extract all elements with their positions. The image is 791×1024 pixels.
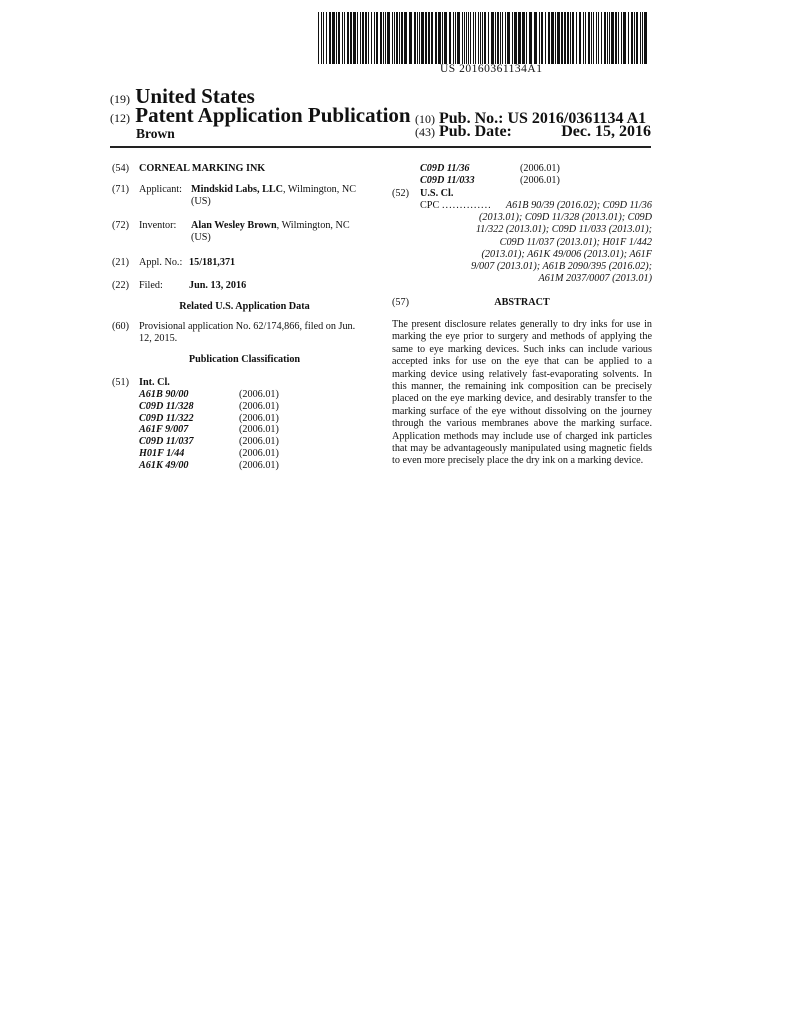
us-cl-field: (52) U.S. Cl. CPC .............. A61B 90/39 (2016.02); C09D 11/36 (2013.01); C09D 11/328 (2013.01); C09D 11/322 (2013.01); C09D 11/033 (2013.01); C09D 11/037 (2013.01); H01F 1/442 (2013.01); A61K 49/006 (2013.01); A61F 9/007 (2013.01); A61B 2090/395 (2016.02); A61M 2037/0007 (2013.01) bbox=[392, 188, 652, 285]
filed-field: (22) Filed: Jun. 13, 2016 bbox=[112, 280, 247, 291]
inventor-surname: Brown bbox=[136, 126, 175, 141]
int-cl-row: A61F 9/007 (2006.01) bbox=[139, 424, 279, 436]
publication-type: Patent Application Publication bbox=[135, 103, 411, 127]
publication-type-line: (12) Patent Application Publication bbox=[110, 103, 411, 127]
int-cl-row: A61B 90/00 (2006.01) bbox=[139, 389, 279, 400]
int-cl-row: C09D 11/033 (2006.01) bbox=[420, 174, 560, 186]
invention-title: CORNEAL MARKING INK bbox=[139, 163, 266, 174]
filed-date: Jun. 13, 2016 bbox=[189, 280, 247, 291]
barcode-number: US 20160361134A1 bbox=[440, 63, 543, 75]
pub-number-line: (10) Pub. No.: US 2016/0361134 A1 bbox=[415, 110, 647, 127]
abstract-text: The present disclosure relates generally to dry inks for use in marking the eye prior to surgery and methods of applying the same to eye marking devices. Such inks can include various accepted inks for use on the eye that can be applied to a marking device using relatively fast-evaporating solvents. In this manner, the remaining ink composition can be precisely placed on the eye marking device, and desirably transfer to the marking surface of the eye without dissolving on the journey through the various membranes above the marking surface. Application methods may include use of charged ink particles that may be advantageously manipulated using magnetic fields to even more precisely place the dry ink on a marking device. bbox=[392, 319, 652, 467]
header-divider bbox=[110, 146, 651, 148]
country: United States bbox=[135, 84, 255, 108]
country-line: (19) United States bbox=[110, 84, 255, 108]
title-field: (54) CORNEAL MARKING INK bbox=[112, 163, 266, 174]
application-number: 15/181,371 bbox=[189, 257, 236, 268]
related-data-heading: Related U.S. Application Data bbox=[179, 301, 310, 312]
int-cl-row: C09D 11/037 (2006.01) bbox=[139, 436, 279, 448]
barcode-image bbox=[318, 12, 648, 64]
publication-classification-heading: Publication Classification bbox=[188, 354, 301, 365]
provisional-line-1: Provisional application No. 62/174,866, filed on Jun. bbox=[139, 321, 356, 332]
provisional-field: (60) Provisional application No. 62/174,866, filed on Jun. 12, 2015. bbox=[112, 321, 356, 344]
pub-number: US 2016/0361134 A1 bbox=[507, 110, 647, 127]
cpc-codes: A61B 90/39 (2016.02); C09D 11/36 (2013.01); C09D 11/328 (2013.01); C09D 11/322 (2013.01); C09D 11/033 (2013.01); C09D 11/037 (2013.01); H01F 1/442 (2013.01); A61K 49/006 (2013.01); A61F 9/007 (2013.01); A61B 2090/395 (2016.02); A61M 2037/0007 (2013.01) bbox=[471, 200, 652, 285]
int-cl-row: H01F 1/44 (2006.01) bbox=[139, 447, 279, 459]
pub-date: Dec. 15, 2016 bbox=[561, 123, 651, 140]
applicant-field: (71) Applicant: Mindskid Labs, LLC, Wilmington, NC (US) bbox=[112, 184, 356, 207]
provisional-line-2: 12, 2015. bbox=[139, 333, 178, 344]
abstract-heading: ABSTRACT bbox=[494, 297, 550, 308]
inventor-field: (72) Inventor: Alan Wesley Brown, Wilmington, NC (US) bbox=[112, 220, 350, 243]
application-number-field: (21) Appl. No.: 15/181,371 bbox=[112, 257, 236, 268]
inventor-name: Alan Wesley Brown bbox=[191, 220, 277, 231]
int-cl-row: C09D 11/328 (2006.01) bbox=[139, 400, 279, 412]
applicant-name: Mindskid Labs, LLC bbox=[191, 184, 284, 195]
int-cl-row: C09D 11/36 (2006.01) bbox=[420, 163, 560, 174]
int-cl-list bbox=[139, 389, 379, 472]
int-cl-row: C09D 11/322 (2006.01) bbox=[139, 412, 279, 424]
abstract-heading-row: (57) ABSTRACT bbox=[392, 297, 652, 311]
pub-date-line: (43) Pub. Date: Dec. 15, 2016 bbox=[415, 123, 651, 140]
int-cl-row: A61K 49/00 (2006.01) bbox=[139, 459, 279, 471]
